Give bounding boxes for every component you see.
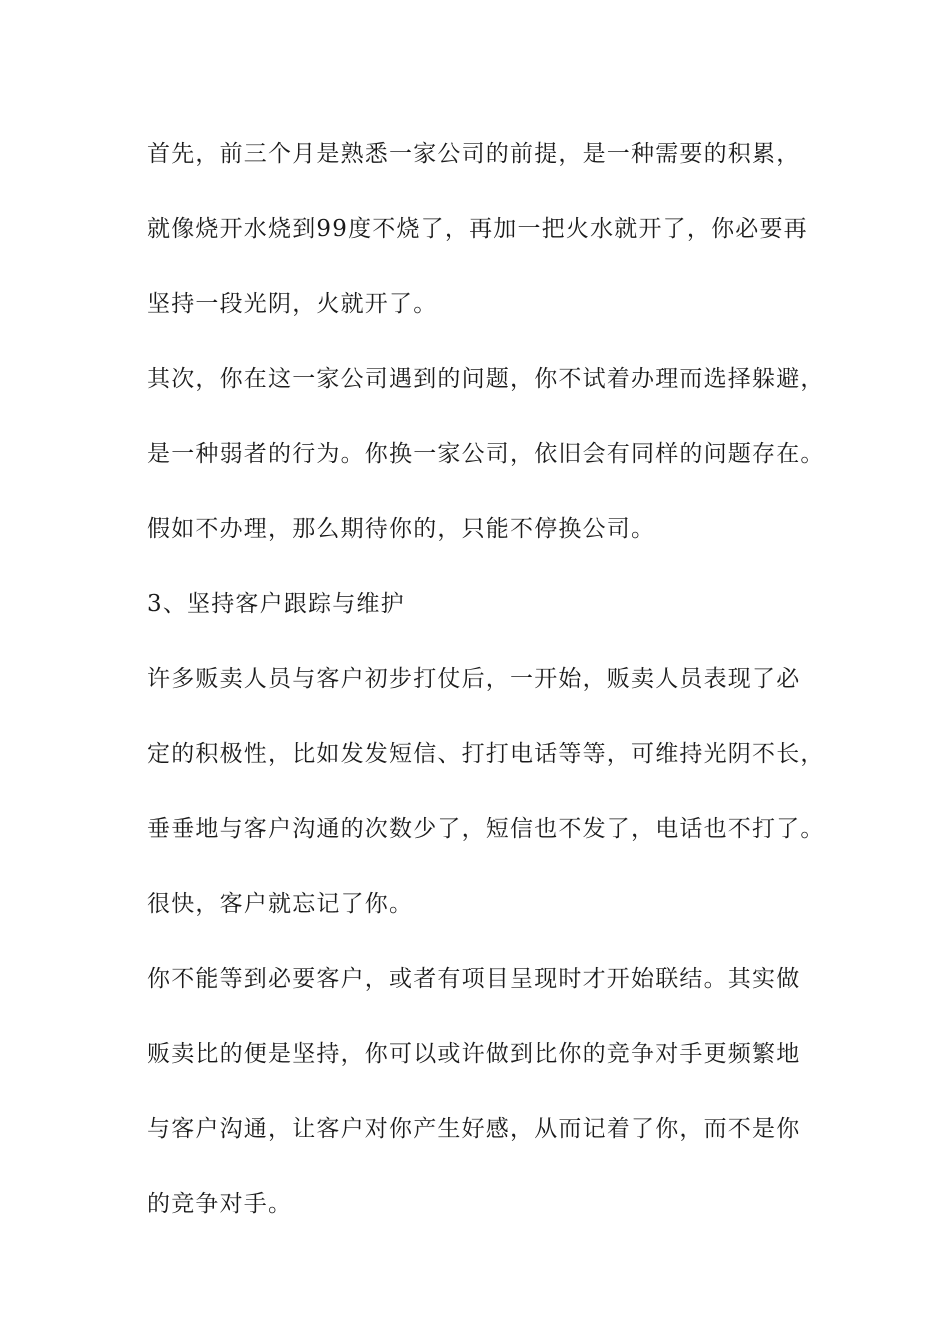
- text-line: 坚持一段光阴，火就开了。: [147, 291, 438, 317]
- text-line: 假如不办理，那么期待你的，只能不停换公司。: [147, 516, 656, 542]
- text-line: 贩卖比的便是坚持，你可以或许做到比你的竞争对手更频繁地: [147, 1041, 801, 1067]
- document-body: [147, 132, 827, 1257]
- text-line: 你不能等到必要客户，或者有项目呈现时才开始联结。其实做: [147, 966, 801, 992]
- text-line: 垂垂地与客户沟通的次数少了，短信也不发了，电话也不打了。: [147, 816, 825, 842]
- text-line: 与客户沟通，让客户对你产生好感，从而记着了你，而不是你: [147, 1116, 801, 1142]
- text-line: 很快，客户就忘记了你。: [147, 891, 414, 917]
- section-heading: 3、坚持客户跟踪与维护: [147, 591, 405, 617]
- text-line: 其次，你在这一家公司遇到的问题，你不试着办理而选择躲避，: [147, 366, 825, 392]
- text-line: 就像烧开水烧到99度不烧了，再加一把火水就开了，你必要再: [147, 216, 808, 242]
- text-line: 首先，前三个月是熟悉一家公司的前提，是一种需要的积累，: [147, 141, 801, 167]
- text-line: 是一种弱者的行为。你换一家公司，依旧会有同样的问题存在。: [147, 441, 825, 467]
- text-line: 许多贩卖人员与客户初步打仗后，一开始，贩卖人员表现了必: [147, 666, 801, 692]
- text-line: 的竞争对手。: [147, 1191, 293, 1217]
- text-line: 定的积极性，比如发发短信、打打电话等等，可维持光阴不长，: [147, 741, 825, 767]
